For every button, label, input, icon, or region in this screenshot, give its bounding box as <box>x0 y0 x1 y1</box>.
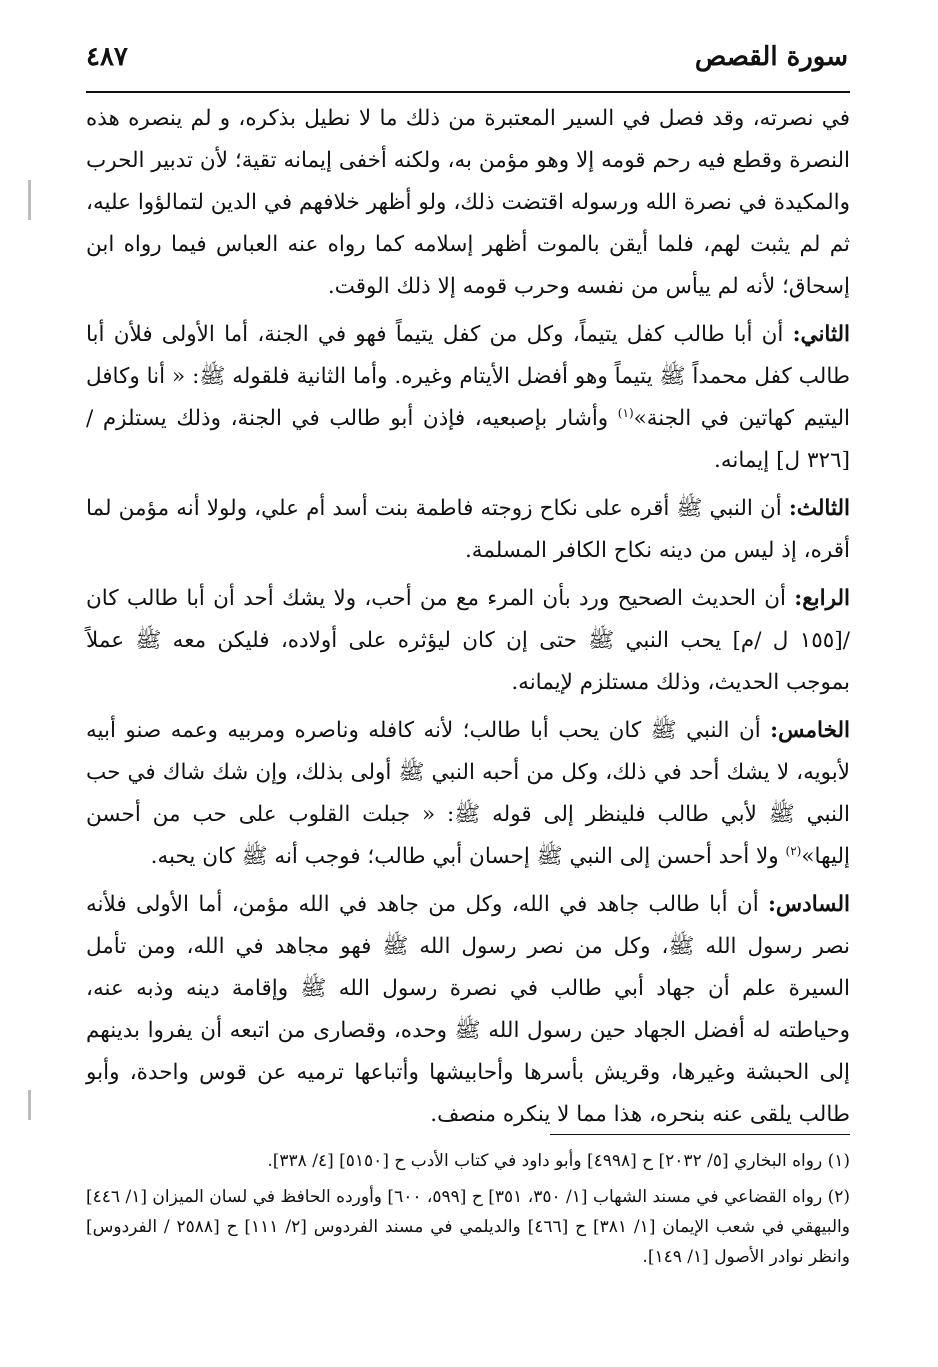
footnote-1: (١) رواه البخاري [٥/ ٢٠٣٢] ح [٤٩٩٨] وأبو داود في كتاب الأدب ح [٥١٥٠] [٤/ ٣٣٨]. <box>267 1151 850 1171</box>
paragraph-5-text-cont: ولا أحد أحسن إلى النبي ﷺ إحسان أبي طالب؛ فوجب أنه ﷺ كان يحبه. <box>150 844 786 869</box>
footnote-divider <box>550 1134 850 1135</box>
footnotes <box>86 1146 850 1278</box>
paragraph-3-text: أن النبي ﷺ أقره على نكاح زوجته فاطمة بنت أسد أم علي، ولولا أنه مؤمن لما أقره، إذ ليس من دينه نكاح الكافر المسلمة. <box>86 496 850 563</box>
scan-edge-mark <box>28 180 31 220</box>
page-header <box>86 38 848 90</box>
footnote-ref-1[interactable]: (١) <box>617 405 634 420</box>
paragraph-4 <box>86 578 850 704</box>
scan-edge-mark <box>28 1090 31 1120</box>
paragraph-4-text: أن الحديث الصحيح ورد بأن المرء مع من أحب، ولا يشك أحد أن أبا طالب كان /[١٥٥ ل /م] يحب النبي ﷺ حتى إن كان ليؤثره على أولاده، فليكن معه ﷺ عملاً بموجب الحديث، وذلك مستلزم لإيمانه. <box>86 586 850 695</box>
paragraph-5-text: أن النبي ﷺ كان يحب أبا طالب؛ لأنه كافله وناصره ومربيه وعمه صنو أبيه لأبويه، لا يشك أحد في ذلك، وكل من أحبه النبي ﷺ أولى بذلك، وإن شك شاك في حب النبي ﷺ لأبي طالب فلينظر إلى قوله ﷺ: « جبلت القلوب على حب من أحسن إليها» <box>86 718 850 869</box>
point-label-third: الثالث: <box>788 496 850 521</box>
footnote-2: (٢) رواه القضاعي في مسند الشهاب [١/ ٣٥٠، ٣٥١] ح [٥٩٩، ٦٠٠] وأورده الحافظ في لسان الميزان [١/ ٤٤٦] والبيهقي في شعب الإيمان [١/ ٣٨١] ح [٤٦٦] والديلمي في مسند الفردوس [٢/ ١١١] ح [٢٥٨٨ / الفردوس] وانظر نوادر الأصول [١/ ١٤٩]. <box>86 1187 851 1267</box>
page-number: ٤٨٧ <box>86 42 128 72</box>
paragraph-1-text: في نصرته، وقد فصل في السير المعتبرة من ذلك ما لا نطيل بذكره، و لم ينصره هذه النصرة وقطع فيه رحم قومه إلا وهو مؤمن به، ولكنه أخفى إيمانه تقية؛ لأن تدبير الحرب والمكيدة في نصرة الله ورسوله اقتضت ذلك، ولو أظهر خلافهم في الدين لتمالؤوا عليه، ثم لم يثبت لهم، فلما أيقن بالموت أظهر إسلامه كما رواه عنه العباس فيما رواه ابن إسحاق؛ لأنه لم ييأس من نفسه وحرب قومه إلا ذلك الوقت. <box>86 106 850 299</box>
point-label-fifth: الخامس: <box>770 718 850 743</box>
point-label-sixth: السادس: <box>767 892 850 917</box>
point-label-second: الثاني: <box>792 322 850 347</box>
paragraph-3 <box>86 488 850 572</box>
paragraph-2-text: أن أبا طالب كفل يتيماً، وكل من كفل يتيماً فهو في الجنة، أما الأولى فلأن أبا طالب كفل محمداً ﷺ يتيماً وهو أفضل الأيتام وغيره. وأما الثانية فلقوله ﷺ: « أنا وكافل اليتيم كهاتين في الجنة» <box>86 322 851 431</box>
paragraph-2-text-cont: وأشار بإصبعيه، فإذن أبو طالب في الجنة، وذلك يستلزم / [٣٢٦ ل] إيمانه. <box>86 406 850 473</box>
main-text <box>86 98 850 1142</box>
surah-title: سورة القصص <box>694 42 848 72</box>
paragraph-6 <box>86 884 850 1136</box>
point-label-fourth: الرابع: <box>794 586 850 611</box>
footnote-ref-2[interactable]: (٢) <box>785 843 802 858</box>
paragraph-1 <box>86 98 850 308</box>
header-divider <box>86 91 850 93</box>
paragraph-2 <box>86 314 850 482</box>
paragraph-5 <box>86 710 850 878</box>
paragraph-6-text: أن أبا طالب جاهد في الله، وكل من جاهد في الله مؤمن، أما الأولى فلأنه نصر رسول الله ﷺ، وكل من نصر رسول الله ﷺ فهو مجاهد في الله، ومن تأمل السيرة علم أن جهاد أبي طالب في نصرة رسول الله ﷺ وإقامة دينه وذبه عنه، وحياطته له أفضل الجهاد حين رسول الله ﷺ وحده، وقصارى من اتبعه أن يفروا بدينهم إلى الحبشة وغيرها، وقريش بأسرها وأحابيشها وأتباعها ترميه عن قوس واحدة، وأبو طالب يلقى عنه بنحره، هذا مما لا ينكره منصف. <box>86 892 850 1127</box>
